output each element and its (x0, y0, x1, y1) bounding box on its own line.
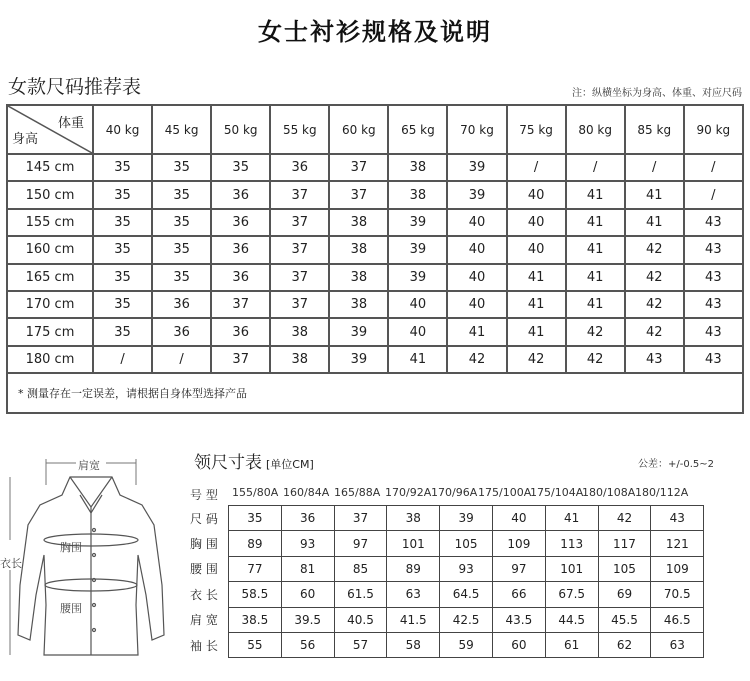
recommend-table-title: 女款尺码推荐表 (8, 76, 142, 98)
size-cell: 35 (93, 154, 152, 181)
size-cell: 36 (211, 318, 270, 345)
size-cell: 43 (684, 236, 743, 263)
table-row (186, 556, 704, 581)
table-row (186, 607, 704, 632)
weight-header: 80 kg (566, 105, 625, 154)
row-label: 腰 围 (190, 562, 218, 577)
size-recommendation-table (6, 104, 744, 414)
table-row (7, 209, 743, 236)
value-cell: 55 (229, 632, 282, 657)
size-cell: 35 (211, 154, 270, 181)
size-cell: 36 (152, 318, 211, 345)
size-cell: 41 (625, 209, 684, 236)
value-cell: 89 (387, 556, 440, 581)
size-cell: 41 (507, 264, 566, 291)
neck-title-text: 领尺寸表 (194, 453, 262, 473)
size-type: 180/108A (582, 486, 636, 499)
corner-height-label: 身高 (12, 132, 39, 147)
value-cell: 63 (387, 582, 440, 607)
weight-header: 40 kg (93, 105, 152, 154)
size-type: 180/112A (635, 486, 689, 499)
size-cell: 36 (270, 154, 329, 181)
table-row (7, 318, 743, 345)
height-cell: 145 cm (7, 154, 93, 181)
tolerance-note: 公差：+/-0.5~2 (637, 459, 714, 470)
size-cell: 35 (152, 264, 211, 291)
neck-table-title (194, 448, 314, 473)
value-cell: 38.5 (229, 607, 282, 632)
value-cell: 60 (281, 582, 334, 607)
size-cell: 37 (270, 209, 329, 236)
value-cell: 105 (440, 531, 493, 556)
size-cell: 38 (329, 291, 388, 318)
value-cell: 42.5 (440, 607, 493, 632)
shirt-outline-icon (0, 455, 180, 677)
weight-header: 50 kg (211, 105, 270, 154)
size-cell: 36 (211, 181, 270, 208)
value-cell: 69 (598, 582, 651, 607)
value-cell: 43.5 (492, 607, 545, 632)
size-type: 170/92A (385, 486, 432, 499)
weight-header: 60 kg (329, 105, 388, 154)
height-cell: 175 cm (7, 318, 93, 345)
size-cell: 41 (566, 209, 625, 236)
size-cell: 41 (507, 318, 566, 345)
size-cell: 42 (625, 236, 684, 263)
neck-size-table (186, 505, 704, 658)
length-label: 衣长 (0, 557, 22, 570)
size-type: 175/100A (478, 486, 532, 499)
size-cell: 38 (270, 318, 329, 345)
value-cell: 39 (440, 506, 493, 531)
size-cell: 38 (388, 181, 447, 208)
value-cell: 63 (651, 632, 704, 657)
measurement-footnote: * 测量存在一定误差，请根据自身体型选择产品 (7, 373, 743, 413)
value-cell: 105 (598, 556, 651, 581)
size-cell: 40 (507, 209, 566, 236)
size-cell: / (625, 154, 684, 181)
value-cell: 61.5 (334, 582, 387, 607)
size-cell: 41 (447, 318, 506, 345)
table-row (7, 264, 743, 291)
size-cell: 37 (211, 291, 270, 318)
size-cell: 41 (507, 291, 566, 318)
value-cell: 81 (281, 556, 334, 581)
chest-label: 胸围 (60, 541, 82, 554)
value-cell: 109 (651, 556, 704, 581)
size-type: 175/104A (530, 486, 584, 499)
size-cell: 36 (211, 209, 270, 236)
row-label: 袖 长 (190, 638, 218, 653)
weight-header: 90 kg (684, 105, 743, 154)
table-row (186, 531, 704, 556)
size-cell: / (152, 346, 211, 373)
size-type: 170/96A (431, 486, 478, 499)
value-cell: 46.5 (651, 607, 704, 632)
table-row (7, 236, 743, 263)
value-cell: 77 (229, 556, 282, 581)
value-cell: 121 (651, 531, 704, 556)
height-cell: 160 cm (7, 236, 93, 263)
value-cell: 97 (334, 531, 387, 556)
size-cell: 43 (684, 291, 743, 318)
size-cell: / (93, 346, 152, 373)
table-row (7, 154, 743, 181)
size-cell: 35 (93, 236, 152, 263)
size-cell: 35 (93, 181, 152, 208)
size-type: 160/84A (283, 486, 330, 499)
size-cell: / (684, 154, 743, 181)
size-cell: / (566, 154, 625, 181)
size-cell: 36 (211, 236, 270, 263)
size-cell: 38 (329, 209, 388, 236)
row-label: 衣 长 (190, 587, 218, 602)
size-cell: 39 (329, 346, 388, 373)
value-cell: 93 (440, 556, 493, 581)
size-cell: 35 (93, 264, 152, 291)
size-cell: 39 (388, 264, 447, 291)
value-cell: 58.5 (229, 582, 282, 607)
weight-header: 65 kg (388, 105, 447, 154)
size-cell: / (684, 181, 743, 208)
size-type: 165/88A (334, 486, 381, 499)
size-cell: 37 (270, 291, 329, 318)
size-cell: 40 (388, 291, 447, 318)
weight-header: 85 kg (625, 105, 684, 154)
value-cell: 62 (598, 632, 651, 657)
height-cell: 150 cm (7, 181, 93, 208)
size-cell: 39 (388, 209, 447, 236)
size-cell: 42 (625, 318, 684, 345)
row-label: 肩 宽 (190, 613, 218, 628)
shoulder-label: 肩宽 (78, 459, 100, 472)
size-cell: 40 (447, 291, 506, 318)
row-label: 胸 围 (190, 537, 218, 552)
size-cell: 37 (329, 181, 388, 208)
shirt-diagram (0, 455, 180, 677)
value-cell: 117 (598, 531, 651, 556)
size-cell: 42 (625, 291, 684, 318)
size-cell: 43 (684, 346, 743, 373)
weight-header: 45 kg (152, 105, 211, 154)
weight-header: 70 kg (447, 105, 506, 154)
value-cell: 58 (387, 632, 440, 657)
value-cell: 66 (492, 582, 545, 607)
size-cell: 39 (447, 154, 506, 181)
size-cell: 41 (625, 181, 684, 208)
size-cell: 42 (625, 264, 684, 291)
size-cell: 43 (684, 318, 743, 345)
size-cell: 42 (507, 346, 566, 373)
value-cell: 39.5 (281, 607, 334, 632)
size-cell: 38 (329, 264, 388, 291)
size-cell: 35 (152, 209, 211, 236)
size-cell: 40 (388, 318, 447, 345)
size-cell: 36 (211, 264, 270, 291)
value-cell: 38 (387, 506, 440, 531)
value-cell: 61 (545, 632, 598, 657)
weight-header: 55 kg (270, 105, 329, 154)
size-cell: 39 (329, 318, 388, 345)
table-row (7, 181, 743, 208)
size-cell: 40 (507, 236, 566, 263)
size-cell: 35 (152, 181, 211, 208)
value-cell: 101 (545, 556, 598, 581)
size-cell: 40 (447, 236, 506, 263)
value-cell: 97 (492, 556, 545, 581)
table-row (186, 582, 704, 607)
size-cell: 43 (684, 209, 743, 236)
value-cell: 36 (281, 506, 334, 531)
size-cell: 37 (270, 181, 329, 208)
row-label: 尺 码 (190, 511, 218, 526)
value-cell: 45.5 (598, 607, 651, 632)
size-cell: / (507, 154, 566, 181)
size-cell: 40 (447, 209, 506, 236)
value-cell: 89 (229, 531, 282, 556)
size-cell: 41 (566, 236, 625, 263)
size-cell: 42 (447, 346, 506, 373)
corner-weight-label: 体重 (57, 116, 84, 131)
waist-label: 腰围 (60, 602, 82, 615)
value-cell: 109 (492, 531, 545, 556)
size-cell: 42 (566, 318, 625, 345)
size-type: 155/80A (232, 486, 279, 499)
size-cell: 41 (566, 291, 625, 318)
value-cell: 42 (598, 506, 651, 531)
value-cell: 44.5 (545, 607, 598, 632)
value-cell: 40 (492, 506, 545, 531)
size-cell: 39 (388, 236, 447, 263)
size-cell: 39 (447, 181, 506, 208)
value-cell: 59 (440, 632, 493, 657)
value-cell: 56 (281, 632, 334, 657)
size-cell: 37 (211, 346, 270, 373)
size-cell: 38 (270, 346, 329, 373)
size-cell: 43 (625, 346, 684, 373)
value-cell: 40.5 (334, 607, 387, 632)
height-cell: 165 cm (7, 264, 93, 291)
size-cell: 37 (270, 264, 329, 291)
corner-cell (7, 105, 93, 154)
height-cell: 155 cm (7, 209, 93, 236)
size-cell: 40 (507, 181, 566, 208)
size-cell: 35 (93, 209, 152, 236)
height-cell: 180 cm (7, 346, 93, 373)
size-cell: 35 (152, 154, 211, 181)
size-cell: 35 (152, 236, 211, 263)
size-cell: 37 (329, 154, 388, 181)
value-cell: 60 (492, 632, 545, 657)
size-cell: 35 (93, 318, 152, 345)
value-cell: 41 (545, 506, 598, 531)
table-row (186, 632, 704, 657)
value-cell: 41.5 (387, 607, 440, 632)
size-cell: 41 (388, 346, 447, 373)
size-cell: 35 (93, 291, 152, 318)
value-cell: 113 (545, 531, 598, 556)
size-cell: 41 (566, 264, 625, 291)
value-cell: 64.5 (440, 582, 493, 607)
value-cell: 37 (334, 506, 387, 531)
page-title: 女士衬衫规格及说明 (258, 18, 492, 46)
size-type-label: 号 型 (190, 488, 218, 502)
value-cell: 93 (281, 531, 334, 556)
size-cell: 41 (566, 181, 625, 208)
value-cell: 85 (334, 556, 387, 581)
table-row (186, 506, 704, 531)
value-cell: 57 (334, 632, 387, 657)
table-row (7, 291, 743, 318)
neck-unit: [单位CM] (266, 458, 314, 471)
weight-header: 75 kg (507, 105, 566, 154)
size-cell: 38 (329, 236, 388, 263)
height-cell: 170 cm (7, 291, 93, 318)
size-cell: 37 (270, 236, 329, 263)
value-cell: 67.5 (545, 582, 598, 607)
weight-header-row (7, 105, 743, 154)
recommend-note: 注：纵横坐标为身高、体重、对应尺码 (572, 88, 742, 99)
value-cell: 35 (229, 506, 282, 531)
table-row (7, 346, 743, 373)
size-cell: 38 (388, 154, 447, 181)
value-cell: 43 (651, 506, 704, 531)
value-cell: 101 (387, 531, 440, 556)
size-cell: 43 (684, 264, 743, 291)
size-cell: 42 (566, 346, 625, 373)
value-cell: 70.5 (651, 582, 704, 607)
size-type-row (186, 482, 696, 504)
size-cell: 40 (447, 264, 506, 291)
size-cell: 36 (152, 291, 211, 318)
